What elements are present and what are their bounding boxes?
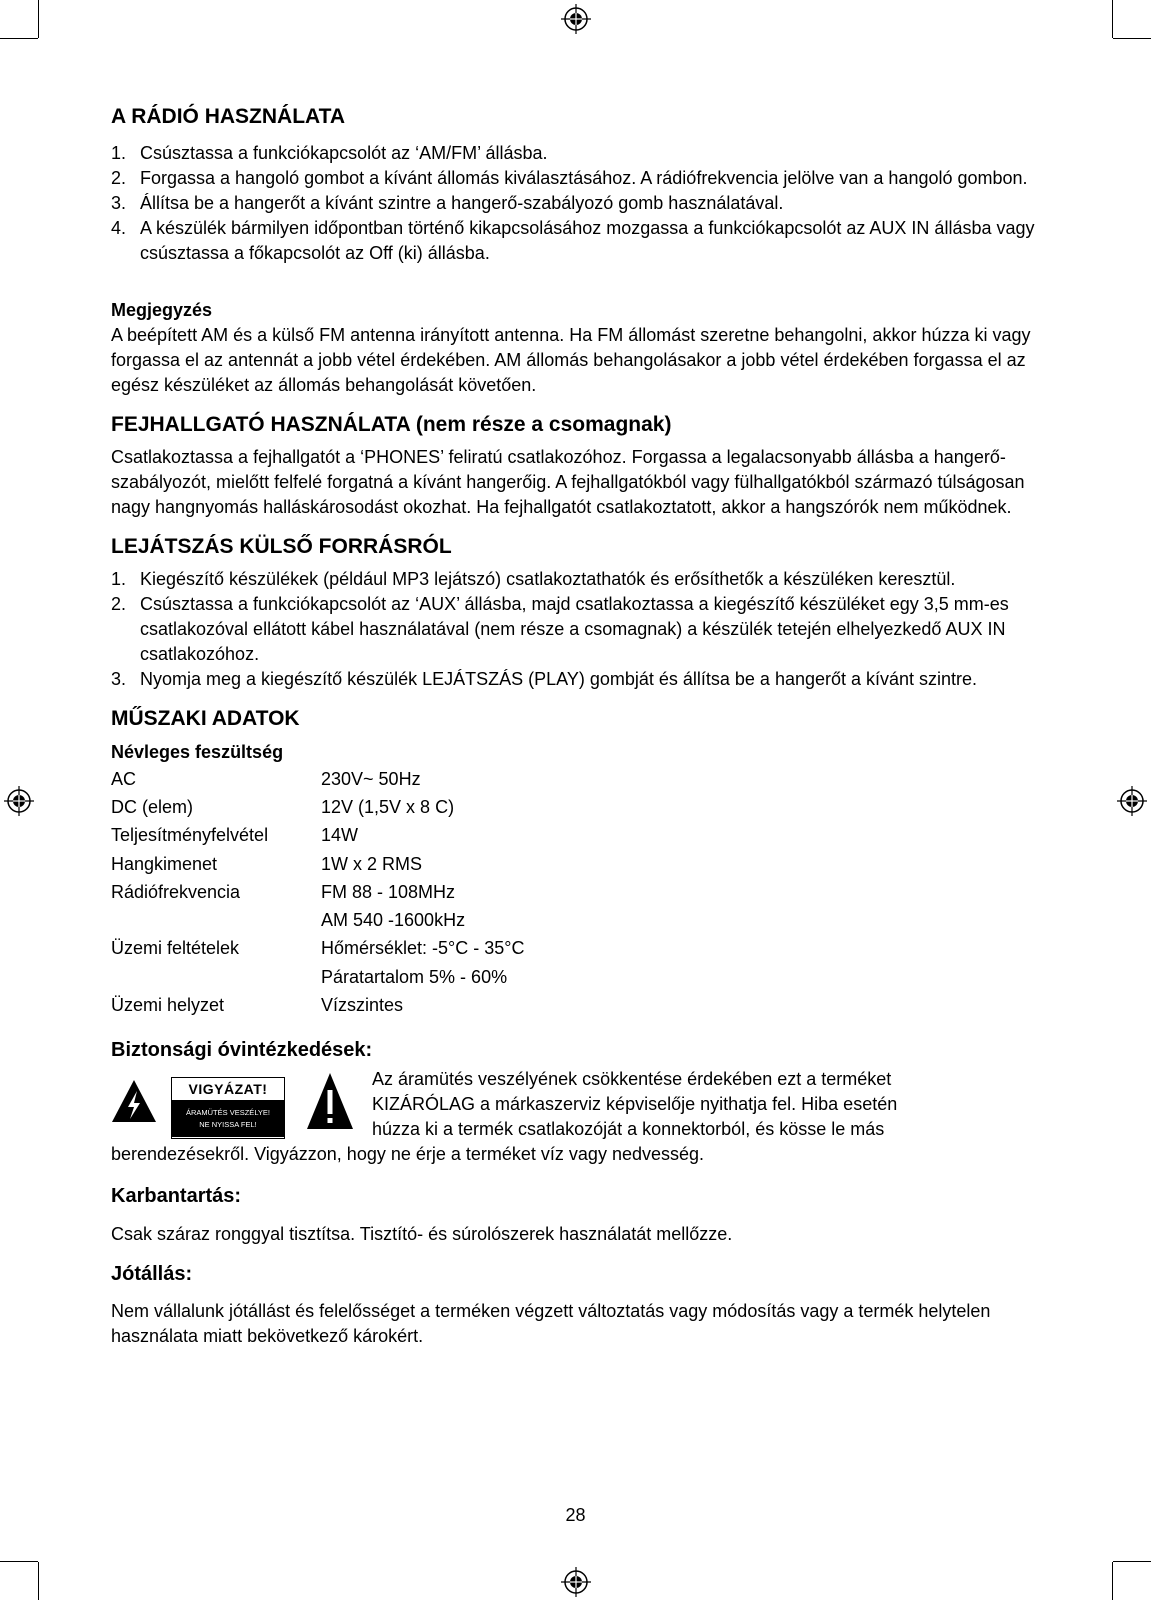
step-text: A készülék bármilyen időpontban történő kikapcsolásához mozgassa a funkciókapcsolót az AUX IN állásba vagy csúsztassa a főkapcsolót az Off (ki) állásba. bbox=[140, 218, 1035, 263]
safety-section-title: Biztonsági óvintézkedések: bbox=[111, 1038, 373, 1061]
headphones-section-title: FEJHALLGATÓ HASZNÁLATA (nem része a csomagnak) bbox=[111, 413, 672, 436]
step-text: Kiegészítő készülékek (például MP3 lejátszó) csatlakoztathatók és erősíthetők a készüléken keresztül. bbox=[140, 569, 956, 589]
safety-text-line: KIZÁRÓLAG a márkaszerviz képviselője nyithatja fel. Hiba esetén bbox=[372, 1093, 898, 1114]
table-row bbox=[111, 850, 524, 878]
spec-label: AC bbox=[111, 768, 137, 789]
spec-label: Hangkimenet bbox=[111, 853, 218, 874]
spec-label bbox=[111, 963, 321, 991]
crop-mark-top-left-h bbox=[0, 38, 38, 39]
spec-value: AM 540 -1600kHz bbox=[321, 910, 466, 931]
list-item bbox=[111, 191, 1051, 216]
caution-label-head: VIGYÁZAT! bbox=[172, 1078, 284, 1101]
crop-mark-bottom-left-h bbox=[0, 1561, 38, 1562]
step-number: 1. bbox=[111, 569, 127, 589]
maintenance-section-title: Karbantartás: bbox=[111, 1184, 242, 1207]
step-text: Állítsa be a hangerőt a kívánt szintre a hangerő-szabályozó gomb használatával. bbox=[140, 193, 784, 213]
caution-label bbox=[171, 1077, 285, 1139]
spec-label: Rádiófrekvencia bbox=[111, 881, 241, 902]
exclamation-warning-icon bbox=[306, 1072, 354, 1130]
caution-label-body bbox=[172, 1101, 284, 1137]
spec-label: Teljesítményfelvétel bbox=[111, 825, 269, 846]
safety-text-line: húzza ki a termék csatlakozóját a konnektorból, és kösse le más bbox=[372, 1118, 885, 1139]
specs-table bbox=[111, 765, 524, 1020]
external-steps-list bbox=[111, 567, 1051, 692]
safety-text bbox=[372, 1067, 1051, 1142]
step-number: 3. bbox=[111, 193, 127, 213]
spec-label bbox=[111, 906, 321, 934]
spec-value: FM 88 - 108MHz bbox=[321, 881, 456, 902]
step-number: 2. bbox=[111, 594, 127, 614]
safety-block bbox=[111, 1067, 1051, 1167]
spec-value: 230V~ 50Hz bbox=[321, 768, 421, 789]
spec-value: Hőmérséklet: -5°C - 35°C bbox=[321, 938, 525, 959]
specs-subtitle: Névleges feszültség bbox=[111, 742, 284, 762]
table-row bbox=[111, 793, 524, 821]
maintenance-text: Csak száraz ronggyal tisztítsa. Tisztító- és súrolószerek használatát mellőzze. bbox=[111, 1223, 733, 1244]
safety-text-line: berendezésekről. Vigyázzon, hogy ne érje a terméket víz vagy nedvesség. bbox=[111, 1143, 705, 1164]
page-number: 28 bbox=[565, 1505, 586, 1525]
specs-section-title: MŰSZAKI ADATOK bbox=[111, 707, 300, 730]
page-content bbox=[111, 103, 1051, 1349]
step-number: 1. bbox=[111, 143, 127, 163]
note-title: Megjegyzés bbox=[111, 300, 213, 320]
crop-mark-top-right-h bbox=[1113, 38, 1151, 39]
list-item bbox=[111, 592, 1051, 667]
table-row bbox=[111, 822, 524, 850]
registration-mark-icon bbox=[561, 4, 591, 34]
electric-shock-warning-icon bbox=[111, 1079, 157, 1123]
table-row bbox=[111, 935, 524, 963]
step-text: Csúsztassa a funkciókapcsolót az ‘AUX’ állásba, majd csatlakoztassa a kiegészítő készüléket egy 3,5 mm-es csatlakozóval ellátott kábel használatával (nem része a csomagnak) a készülék tetején elhelyezkedő AUX IN csatlakozóhoz. bbox=[140, 594, 1009, 664]
step-number: 3. bbox=[111, 669, 127, 689]
radio-steps-list bbox=[111, 141, 1051, 266]
step-text: Forgassa a hangoló gombot a kívánt állomás kiválasztásához. A rádiófrekvencia jelölve van a hangoló gombon. bbox=[140, 168, 1028, 188]
registration-mark-icon bbox=[561, 1567, 591, 1597]
spec-label: DC (elem) bbox=[111, 796, 194, 817]
table-row bbox=[111, 963, 524, 991]
caution-label-line: ÁRAMÜTÉS VESZÉLYE! bbox=[185, 1107, 271, 1117]
table-row bbox=[111, 991, 524, 1019]
table-row bbox=[111, 906, 524, 934]
spec-value: Vízszintes bbox=[321, 995, 404, 1016]
spec-value: Páratartalom 5% - 60% bbox=[321, 966, 508, 987]
list-item bbox=[111, 141, 1051, 166]
external-section-title: LEJÁTSZÁS KÜLSŐ FORRÁSRÓL bbox=[111, 535, 452, 558]
step-text: Csúsztassa a funkciókapcsolót az ‘AM/FM’ állásba. bbox=[140, 143, 548, 163]
list-item bbox=[111, 567, 1051, 592]
spec-value: 1W x 2 RMS bbox=[321, 853, 423, 874]
caution-label-line: NE NYISSA FEL! bbox=[199, 1119, 257, 1129]
list-item bbox=[111, 216, 1051, 266]
spec-value: 12V (1,5V x 8 C) bbox=[321, 796, 455, 817]
spec-label: Üzemi helyzet bbox=[111, 995, 225, 1016]
crop-mark-bottom-right-h bbox=[1113, 1561, 1151, 1562]
spec-value: 14W bbox=[321, 825, 359, 846]
crop-mark-bottom-left-v bbox=[38, 1562, 39, 1600]
crop-mark-top-left-v bbox=[38, 0, 39, 38]
list-item bbox=[111, 166, 1051, 191]
step-number: 2. bbox=[111, 168, 127, 188]
table-row bbox=[111, 765, 524, 793]
list-item bbox=[111, 667, 1051, 692]
step-number: 4. bbox=[111, 218, 127, 238]
note-text: A beépített AM és a külső FM antenna irányított antenna. Ha FM állomást szeretne behangolni, akkor húzza ki vagy forgassa el az antennát a jobb vétel érdekében. AM állomás behangolásakor a jobb vétel érdekében forgassa el az egész készüléket az állomás behangolását követően. bbox=[111, 325, 1031, 395]
table-row bbox=[111, 878, 524, 906]
registration-mark-icon bbox=[1117, 786, 1147, 816]
safety-text-line: Az áramütés veszélyének csökkentése érdekében ezt a terméket bbox=[372, 1068, 892, 1089]
crop-mark-top-right-v bbox=[1112, 0, 1113, 38]
warranty-text: Nem vállalunk jótállást és felelősséget a terméken végzett változtatás vagy módosítás vagy a termék helytelen használata miatt bekövetkező károkért. bbox=[111, 1300, 991, 1346]
radio-section-title: A RÁDIÓ HASZNÁLATA bbox=[111, 105, 346, 128]
registration-mark-icon bbox=[4, 786, 34, 816]
headphones-text: Csatlakoztassa a fejhallgatót a ‘PHONES’ feliratú csatlakozóhoz. Forgassa a legalacsonyabb állásba a hangerő-szabályozót, mielőtt felfelé forgatná a kívánt hangerőig. A fejhallgatókból vagy fülhallgatókból származó túlságosan nagy hangnyomás halláskárosodást okozhat. Ha fejhallgatót csatlakoztatott, akkor a hangszórók nem működnek. bbox=[111, 447, 1025, 517]
spec-label: Üzemi feltételek bbox=[111, 938, 240, 959]
step-text: Nyomja meg a kiegészítő készülék LEJÁTSZÁS (PLAY) gombját és állítsa be a hangerőt a kívánt szintre. bbox=[140, 669, 978, 689]
crop-mark-bottom-right-v bbox=[1112, 1562, 1113, 1600]
warranty-section-title: Jótállás: bbox=[111, 1262, 193, 1285]
